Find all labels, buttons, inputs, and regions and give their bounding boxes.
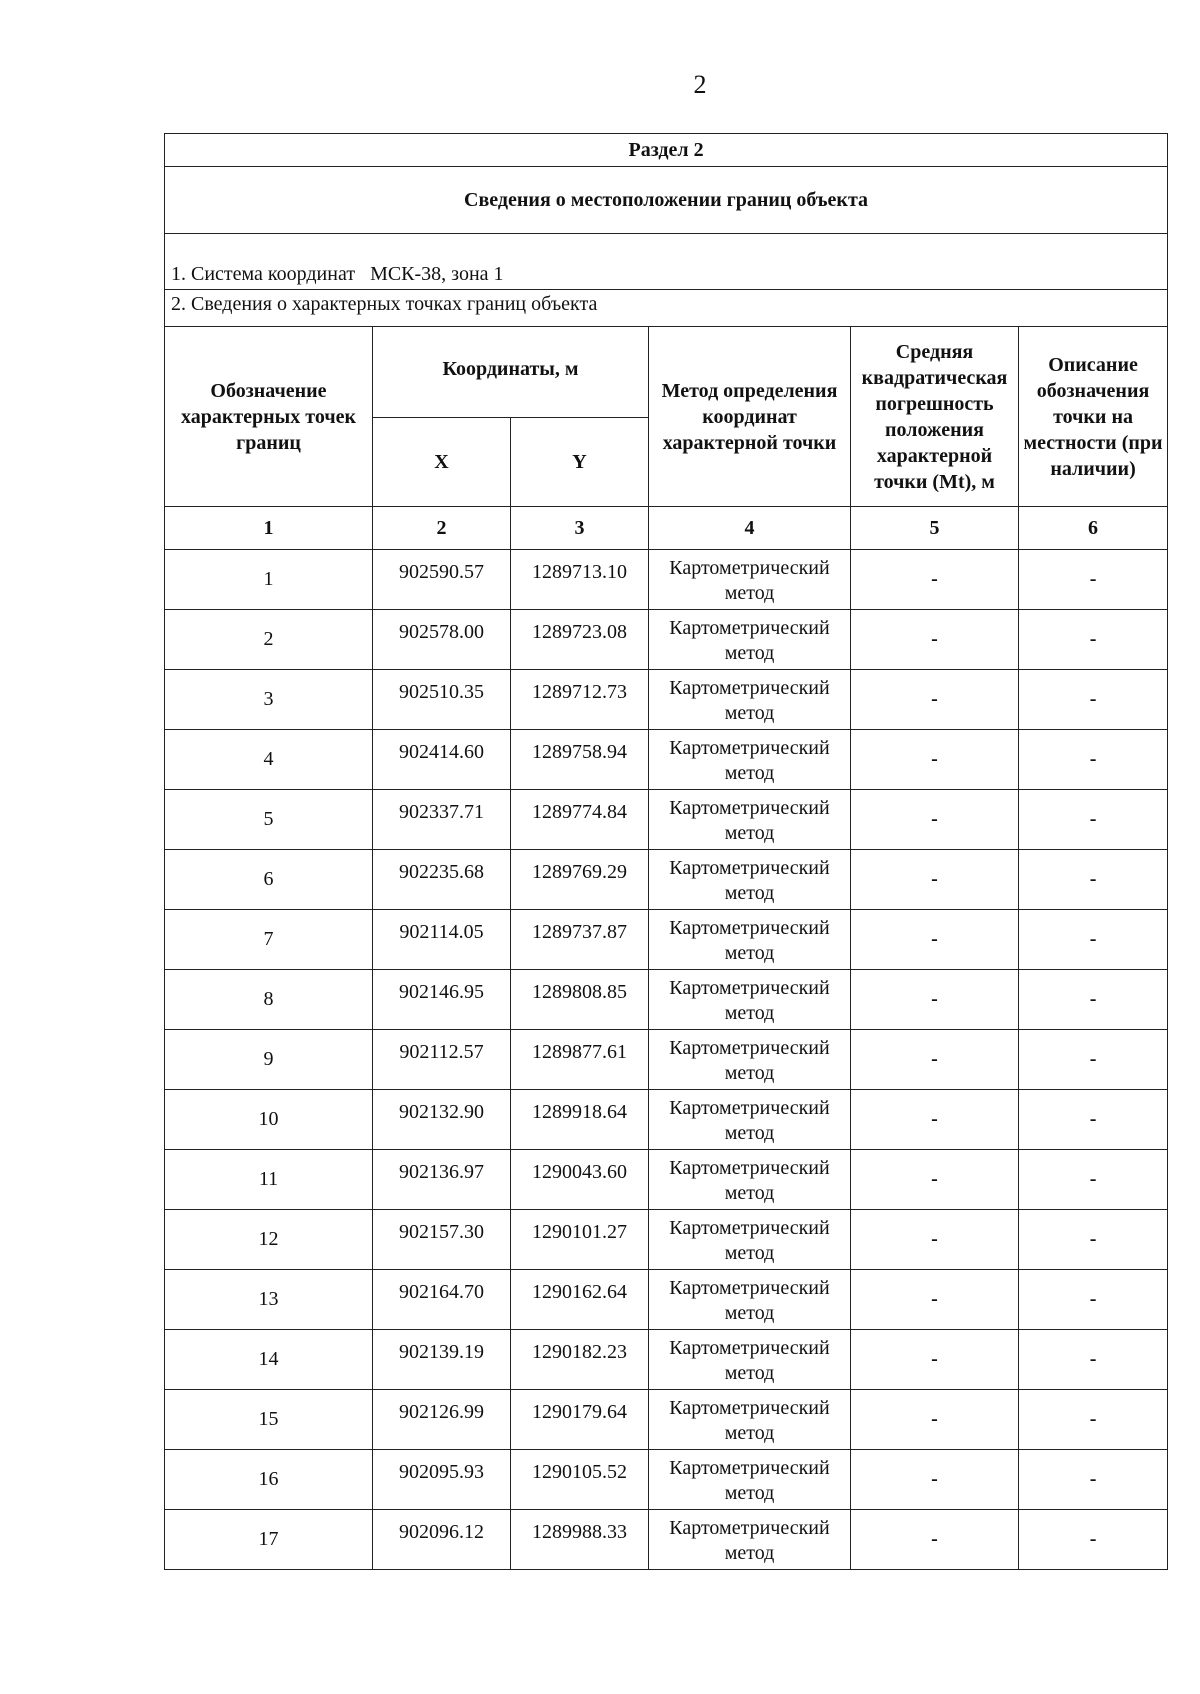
- point-number-cell: 2: [165, 610, 373, 670]
- y-coordinate-cell: 1290043.60: [511, 1150, 649, 1210]
- y-coordinate-cell: 1289712.73: [511, 670, 649, 730]
- section-subtitle: Сведения о местоположении границ объекта: [165, 167, 1168, 234]
- x-coordinate-cell: 902112.57: [373, 1030, 511, 1090]
- page-number: 2: [693, 70, 707, 99]
- y-coordinate-cell: 1290162.64: [511, 1270, 649, 1330]
- table-row: [165, 790, 1168, 850]
- point-number-cell: 6: [165, 850, 373, 910]
- error-cell: -: [851, 1090, 1019, 1150]
- method-cell: Картометрический метод: [649, 1090, 851, 1150]
- description-cell: -: [1019, 1030, 1168, 1090]
- description-cell: -: [1019, 670, 1168, 730]
- error-cell: -: [851, 910, 1019, 970]
- point-number-cell: 10: [165, 1090, 373, 1150]
- x-coordinate-cell: 902157.30: [373, 1210, 511, 1270]
- description-cell: -: [1019, 790, 1168, 850]
- section-title: Раздел 2: [165, 134, 1168, 167]
- description-cell: -: [1019, 1330, 1168, 1390]
- table-row: [165, 1030, 1168, 1090]
- table-row: [165, 1450, 1168, 1510]
- description-cell: -: [1019, 1210, 1168, 1270]
- table-row: [165, 1390, 1168, 1450]
- method-cell: Картометрический метод: [649, 790, 851, 850]
- table-row: [165, 1150, 1168, 1210]
- point-number-cell: 8: [165, 970, 373, 1030]
- y-coordinate-cell: 1290101.27: [511, 1210, 649, 1270]
- error-cell: -: [851, 550, 1019, 610]
- y-coordinate-cell: 1290105.52: [511, 1450, 649, 1510]
- point-number-cell: 16: [165, 1450, 373, 1510]
- table-row: [165, 1330, 1168, 1390]
- y-coordinate-cell: 1289808.85: [511, 970, 649, 1030]
- method-cell: Картометрический метод: [649, 970, 851, 1030]
- table-row: [165, 910, 1168, 970]
- coordinate-system-value: МСК-38, зона 1: [370, 263, 504, 285]
- error-cell: -: [851, 1330, 1019, 1390]
- point-number-cell: 1: [165, 550, 373, 610]
- coordinate-system-row: [165, 234, 1168, 290]
- method-cell: Картометрический метод: [649, 610, 851, 670]
- point-number-cell: 17: [165, 1510, 373, 1570]
- x-coordinate-cell: 902337.71: [373, 790, 511, 850]
- y-coordinate-cell: 1289774.84: [511, 790, 649, 850]
- column-number: 4: [649, 507, 851, 550]
- column-number: 1: [165, 507, 373, 550]
- column-number: 6: [1019, 507, 1168, 550]
- error-cell: -: [851, 850, 1019, 910]
- description-cell: -: [1019, 1510, 1168, 1570]
- error-cell: -: [851, 1510, 1019, 1570]
- description-cell: -: [1019, 610, 1168, 670]
- table-row: [165, 1510, 1168, 1570]
- x-coordinate-cell: 902164.70: [373, 1270, 511, 1330]
- method-cell: Картометрический метод: [649, 850, 851, 910]
- x-coordinate-cell: 902139.19: [373, 1330, 511, 1390]
- method-cell: Картометрический метод: [649, 1510, 851, 1570]
- description-cell: -: [1019, 1450, 1168, 1510]
- header-method: Метод определения координат характерной точки: [649, 327, 851, 507]
- table-row: [165, 730, 1168, 790]
- method-cell: Картометрический метод: [649, 730, 851, 790]
- x-coordinate-cell: 902235.68: [373, 850, 511, 910]
- error-cell: -: [851, 790, 1019, 850]
- boundary-table: [164, 133, 1168, 1570]
- x-coordinate-cell: 902132.90: [373, 1090, 511, 1150]
- x-coordinate-cell: 902578.00: [373, 610, 511, 670]
- description-cell: -: [1019, 550, 1168, 610]
- error-cell: -: [851, 970, 1019, 1030]
- error-cell: -: [851, 1450, 1019, 1510]
- x-coordinate-cell: 902136.97: [373, 1150, 511, 1210]
- description-cell: -: [1019, 730, 1168, 790]
- table-row: [165, 1270, 1168, 1330]
- header-description: Описание обозначения точки на местности (при наличии): [1019, 327, 1168, 507]
- description-cell: -: [1019, 1270, 1168, 1330]
- table-row: [165, 850, 1168, 910]
- table-row: [165, 1210, 1168, 1270]
- y-coordinate-cell: 1289737.87: [511, 910, 649, 970]
- y-coordinate-cell: 1290182.23: [511, 1330, 649, 1390]
- point-number-cell: 14: [165, 1330, 373, 1390]
- error-cell: -: [851, 730, 1019, 790]
- table-row: [165, 550, 1168, 610]
- description-cell: -: [1019, 1390, 1168, 1450]
- method-cell: Картометрический метод: [649, 1030, 851, 1090]
- column-number: 2: [373, 507, 511, 550]
- header-designation: Обозначение характерных точек границ: [165, 327, 373, 507]
- header-coordinates: Координаты, м: [373, 327, 649, 418]
- method-cell: Картометрический метод: [649, 1270, 851, 1330]
- method-cell: Картометрический метод: [649, 550, 851, 610]
- method-cell: Картометрический метод: [649, 1390, 851, 1450]
- x-coordinate-cell: 902096.12: [373, 1510, 511, 1570]
- coordinate-system-label: 1. Система координат: [171, 263, 356, 285]
- points-heading: 2. Сведения о характерных точках границ объекта: [165, 290, 1168, 327]
- x-coordinate-cell: 902510.35: [373, 670, 511, 730]
- x-coordinate-cell: 902095.93: [373, 1450, 511, 1510]
- y-coordinate-cell: 1290179.64: [511, 1390, 649, 1450]
- method-cell: Картометрический метод: [649, 670, 851, 730]
- point-number-cell: 12: [165, 1210, 373, 1270]
- column-number: 3: [511, 507, 649, 550]
- method-cell: Картометрический метод: [649, 910, 851, 970]
- description-cell: -: [1019, 910, 1168, 970]
- column-number: 5: [851, 507, 1019, 550]
- x-coordinate-cell: 902126.99: [373, 1390, 511, 1450]
- method-cell: Картометрический метод: [649, 1330, 851, 1390]
- y-coordinate-cell: 1289988.33: [511, 1510, 649, 1570]
- point-number-cell: 4: [165, 730, 373, 790]
- y-coordinate-cell: 1289769.29: [511, 850, 649, 910]
- description-cell: -: [1019, 1090, 1168, 1150]
- header-x: X: [373, 418, 511, 507]
- y-coordinate-cell: 1289877.61: [511, 1030, 649, 1090]
- point-number-cell: 7: [165, 910, 373, 970]
- y-coordinate-cell: 1289758.94: [511, 730, 649, 790]
- x-coordinate-cell: 902590.57: [373, 550, 511, 610]
- table-row: [165, 670, 1168, 730]
- y-coordinate-cell: 1289918.64: [511, 1090, 649, 1150]
- method-cell: Картометрический метод: [649, 1210, 851, 1270]
- table-row: [165, 610, 1168, 670]
- method-cell: Картометрический метод: [649, 1150, 851, 1210]
- point-number-cell: 3: [165, 670, 373, 730]
- point-number-cell: 9: [165, 1030, 373, 1090]
- x-coordinate-cell: 902114.05: [373, 910, 511, 970]
- error-cell: -: [851, 670, 1019, 730]
- error-cell: -: [851, 1210, 1019, 1270]
- point-number-cell: 5: [165, 790, 373, 850]
- description-cell: -: [1019, 1150, 1168, 1210]
- point-number-cell: 15: [165, 1390, 373, 1450]
- table-row: [165, 970, 1168, 1030]
- error-cell: -: [851, 610, 1019, 670]
- x-coordinate-cell: 902414.60: [373, 730, 511, 790]
- error-cell: -: [851, 1270, 1019, 1330]
- header-y: Y: [511, 418, 649, 507]
- table-row: [165, 1090, 1168, 1150]
- x-coordinate-cell: 902146.95: [373, 970, 511, 1030]
- description-cell: -: [1019, 970, 1168, 1030]
- error-cell: -: [851, 1030, 1019, 1090]
- point-number-cell: 11: [165, 1150, 373, 1210]
- description-cell: -: [1019, 850, 1168, 910]
- method-cell: Картометрический метод: [649, 1450, 851, 1510]
- error-cell: -: [851, 1150, 1019, 1210]
- y-coordinate-cell: 1289713.10: [511, 550, 649, 610]
- point-number-cell: 13: [165, 1270, 373, 1330]
- error-cell: -: [851, 1390, 1019, 1450]
- y-coordinate-cell: 1289723.08: [511, 610, 649, 670]
- header-error: Средняя квадратическая погрешность положения характерной точки (Mt), м: [851, 327, 1019, 507]
